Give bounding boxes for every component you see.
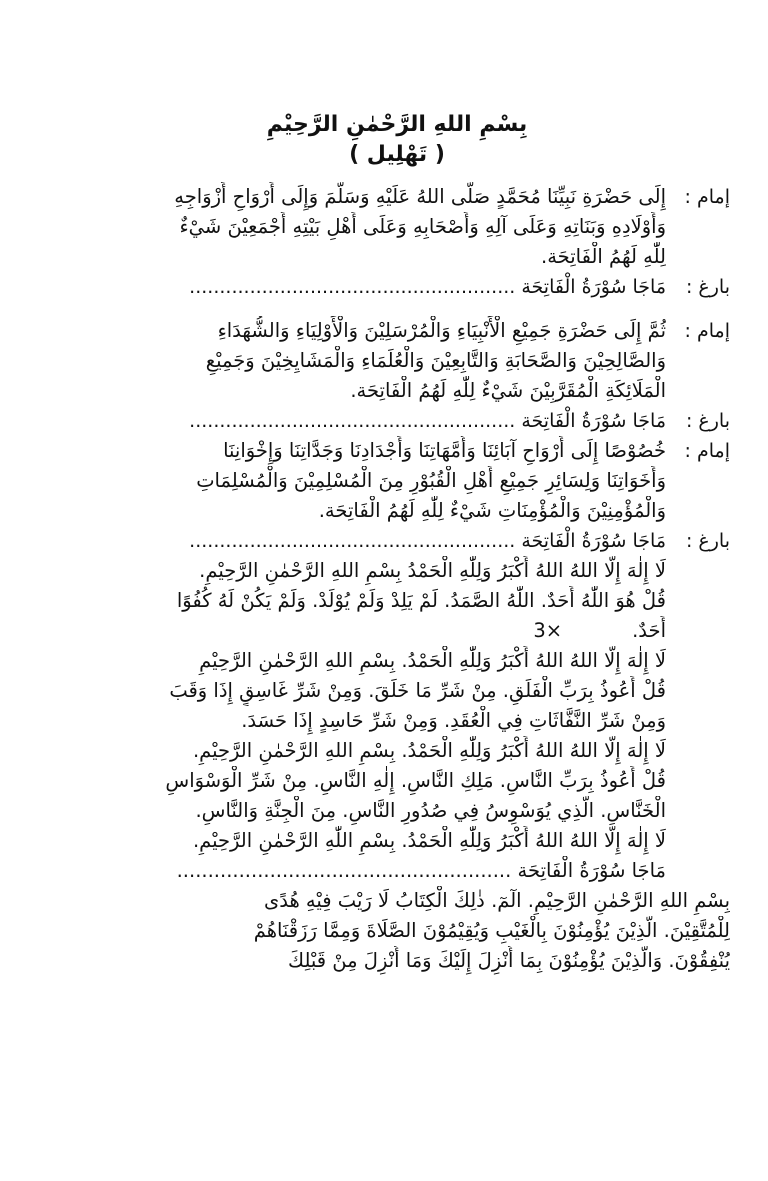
text-line: قُلْ أَعُوذُ بِرَبِّ الْفَلَقِ. مِنْ شَرِّ مَا خَلَقَ. وَمِنْ شَرِّ غَاسِقٍ إِذَا وَقَبَ [169, 679, 666, 702]
barig-line: مَاجَا سُوْرَةُ الْفَاتِحَة ...................................................... [189, 276, 666, 298]
text-line: وَأَخَوَاتِنَا وَلِسَائِرِ جَمِيْعِ أَهْلِ الْقُبُوْرِ مِنَ الْمُسْلِمِيْنَ وَالْمُسْلِمَاتِ [196, 469, 666, 492]
repeat-count: ×3 [533, 619, 563, 642]
text-line: وَأَوْلَادِهِ وَبَنَاتِهِ وَعَلَى آلِهِ وَأَصْحَابِهِ وَعَلَى أَهْلِ بَيْتِهِ أَجْمَعِيْنَ شَيْءٌ [179, 215, 666, 238]
text-line: ثُمَّ إِلَى حَضْرَةِ جَمِيْعِ الْأَنْبِيَاءِ وَالْمُرْسَلِيْنَ وَالْأَوْلِيَاءِ وَالشُّهَدَاءِ [217, 319, 666, 342]
text-line: يُنْفِقُوْنَ. وَالَّذِيْنَ يُؤْمِنُوْنَ بِمَا أُنْزِلَ إِلَيْكَ وَمَا أُنْزِلَ مِنْ قَبْلِكَ [288, 949, 730, 972]
role-label-imam: إمام : [684, 320, 730, 342]
spacer [64, 302, 730, 316]
text-line: لَا إِلٰهَ إِلَّا اللهُ اللهُ أَكْبَرُ وَلِلّٰهِ الْحَمْدُ. بِسْمِ اللهِ الرَّحْمٰنِ الرَّحِيْمِ. [192, 739, 666, 762]
barig-line: مَاجَا سُوْرَةُ الْفَاتِحَة ...................................................... [189, 410, 666, 432]
document-title: ( تَهْلِيل ) [349, 142, 445, 167]
imam-text-2 [64, 316, 666, 406]
role-label-imam: إمام : [684, 186, 730, 208]
imam-text-1 [64, 182, 666, 272]
text-line: قُلْ هُوَ اللّٰهُ أَحَدٌ. اللّٰهُ الصَّمَدُ. لَمْ يَلِدْ وَلَمْ يُوْلَدْ. وَلَمْ يَكُنْ لَهُ كُفُوًا [176, 589, 666, 612]
barig-block-3 [64, 526, 730, 556]
text-line: لَا إِلٰهَ إِلَّا اللهُ اللهُ أَكْبَرُ وَلِلّٰهِ الْحَمْدُ. بِسْمِ اللّٰهِ الرَّحْمٰنِ الرَّحِيْمِ. [192, 829, 666, 852]
imam-block-1 [64, 182, 730, 272]
barig-block-2 [64, 406, 730, 436]
text-line: بِسْمِ اللهِ الرَّحْمٰنِ الرَّحِيْمِ. الٓمٓ. ذٰلِكَ الْكِتَابُ لَا رَيْبَ فِيْهِ هُدًى [263, 889, 730, 912]
text-line: إِلَى حَضْرَةِ نَبِيِّنَا مُحَمَّدٍ صَلَّى اللهُ عَلَيْهِ وَسَلَّمَ وَإِلَى أَرْوَاحِ أَزْوَاجِهِ [174, 185, 666, 208]
role-label-barig: بارغ : [685, 410, 730, 432]
barig-line: مَاجَا سُوْرَةُ الْفَاتِحَة ...................................................... [189, 530, 666, 552]
role-label-barig: بارغ : [685, 530, 730, 552]
text-line: لَا إِلٰهَ إِلَّا اللهُ اللهُ أَكْبَرُ وَلِلّٰهِ الْحَمْدُ بِسْمِ اللهِ الرَّحْمٰنِ الرَّحِيْمِ. [199, 559, 666, 582]
document-page [64, 110, 730, 1110]
text-line: وَالْمُؤْمِنِيْنَ وَالْمُؤْمِنَاتِ شَيْءٌ لِلّٰهِ لَهُمُ الْفَاتِحَة. [318, 499, 666, 522]
text-line: الْخَنَّاسِ. الَّذِي يُوَسْوِسُ فِي صُدُورِ النَّاسِ. مِنَ الْجِنَّةِ وَالنَّاسِ. [195, 799, 666, 822]
recitation-block [64, 556, 730, 886]
text-line: الْمَلَائِكَةِ الْمُقَرَّبِيْنَ شَيْءٌ لِلّٰهِ لَهُمُ الْفَاتِحَة. [350, 379, 666, 402]
text-line: قُلْ أَعُوذُ بِرَبِّ النَّاسِ. مَلِكِ النَّاسِ. إِلٰهِ النَّاسِ. مِنْ شَرِّ الْوَسْوَاسِ [165, 769, 666, 792]
role-label-imam: إمام : [684, 440, 730, 462]
imam-block-3 [64, 436, 730, 526]
role-label-barig: بارغ : [685, 276, 730, 298]
imam-block-2 [64, 316, 730, 406]
text-line: لِلْمُتَّقِيْنَ. الَّذِيْنَ يُؤْمِنُوْنَ بِالْغَيْبِ وَيُقِيْمُوْنَ الصَّلَاةَ وَمِمَّا رَزَقْنَاهُمْ [253, 919, 730, 942]
text-line: خُصُوْصًا إِلَى أَرْوَاحِ آبَائِنَا وَأُمَّهَاتِنَا وَأَجْدَادِنَا وَجَدَّاتِنَا وَإِخْوَانِنَا [223, 439, 666, 462]
text-fragment: أَحَدٌ. [632, 619, 666, 642]
text-line: لِلّٰهِ لَهُمُ الْفَاتِحَة. [541, 245, 666, 268]
imam-text-3 [64, 436, 666, 526]
text-line [64, 616, 666, 646]
text-line: مَاجَا سُوْرَةُ الْفَاتِحَة ...................................................... [176, 859, 666, 882]
basmala-heading: بِسْمِ اللهِ الرَّحْمٰنِ الرَّحِيْمِ [266, 112, 528, 137]
text-line: وَالصَّالِحِيْنَ وَالصَّحَابَةِ وَالتَّابِعِيْنَ وَالْعُلَمَاءِ وَالْمَشَايِخِيْنَ وَجَمِيْعِ [205, 349, 666, 372]
text-line: وَمِنْ شَرِّ النَّفَّاثَاتِ فِي الْعُقَدِ. وَمِنْ شَرِّ حَاسِدٍ إِذَا حَسَدَ. [241, 709, 666, 732]
text-line: لَا إِلٰهَ إِلَّا اللهُ اللهُ أَكْبَرُ وَلِلّٰهِ الْحَمْدُ. بِسْمِ اللهِ الرَّحْمٰنِ الرَّحِيْمِ [199, 649, 666, 672]
barig-block-1 [64, 272, 730, 302]
baqarah-block [64, 886, 730, 976]
